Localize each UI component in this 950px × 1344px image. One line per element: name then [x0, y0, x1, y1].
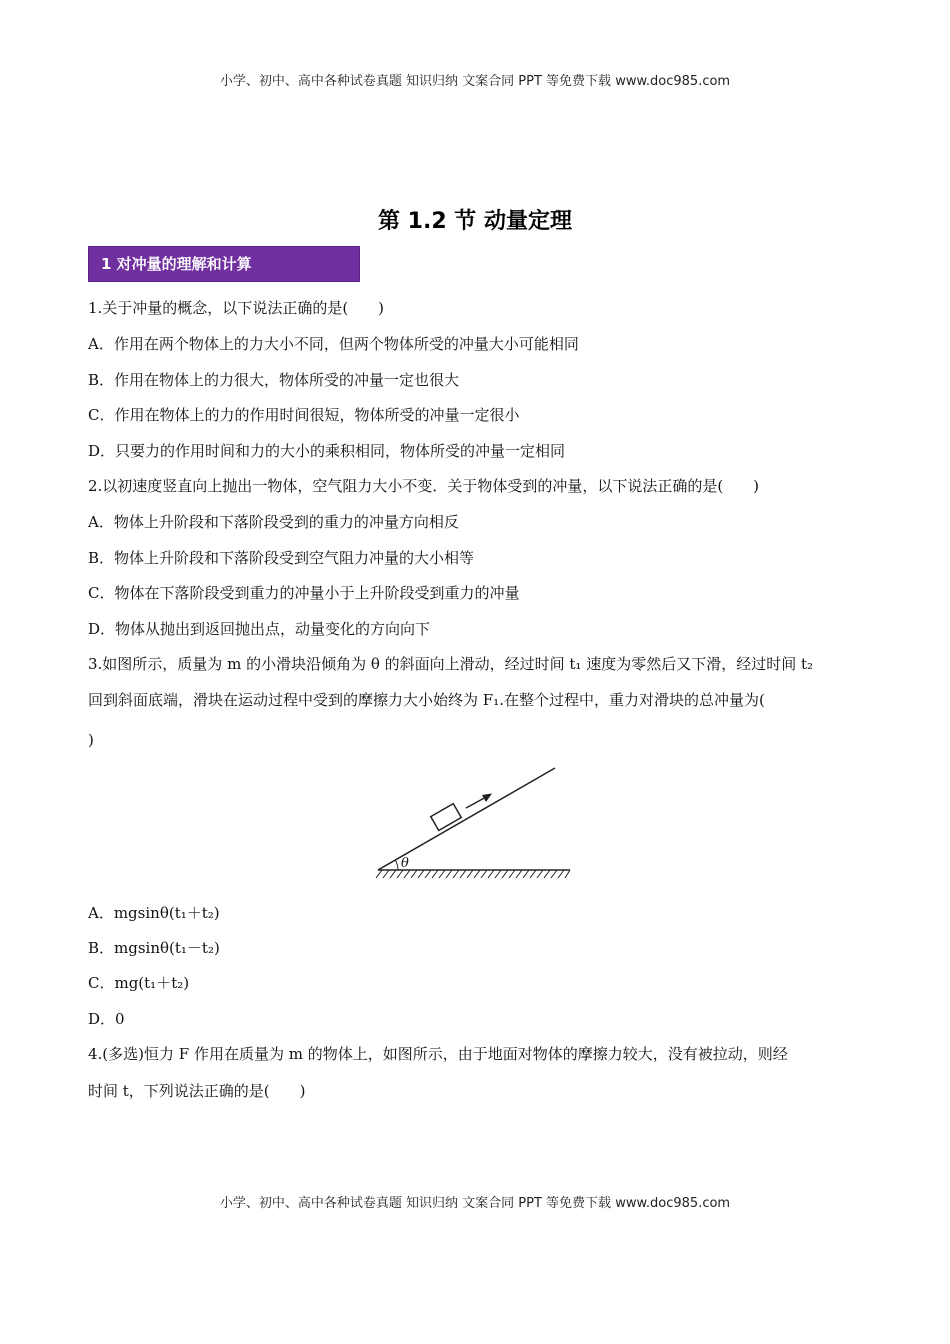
question-2-option-a: A．物体上升阶段和下落阶段受到的重力的冲量方向相反 — [88, 513, 459, 531]
page-header: 小学、初中、高中各种试卷真题 知识归纳 文案合同 PPT 等免费下载 www.doc985.com — [219, 74, 731, 89]
question-3-option-b: B．mgsinθ(t₁－t₂) — [88, 939, 220, 957]
question-1-option-d: D．只要力的作用时间和力的大小的乘积相同，物体所受的冲量一定相同 — [88, 442, 566, 460]
page-footer: 小学、初中、高中各种试卷真题 知识归纳 文案合同 PPT 等免费下载 www.doc985.com — [219, 1196, 731, 1211]
question-2-option-c: C．物体在下落阶段受到重力的冲量小于上升阶段受到重力的冲量 — [88, 584, 520, 602]
question-2-option-b: B．物体上升阶段和下落阶段受到空气阻力冲量的大小相等 — [88, 549, 475, 567]
page-title: 第 1.2 节 动量定理 — [378, 209, 572, 234]
question-3-option-d: D．0 — [88, 1010, 125, 1028]
question-3-stem-line-1: 3.如图所示，质量为 m 的小滑块沿倾角为 θ 的斜面向上滑动，经过时间 t₁ 速度为零然后又下滑，经过时间 t₂ — [88, 655, 814, 673]
question-1-option-c: C．作用在物体上的力的作用时间很短，物体所受的冲量一定很小 — [88, 406, 520, 424]
question-1-option-a: A．作用在两个物体上的力大小不同，但两个物体所受的冲量大小可能相同 — [88, 335, 579, 353]
angle-label: θ — [401, 856, 409, 871]
question-3-option-a: A．mgsinθ(t₁＋t₂) — [88, 904, 220, 922]
question-2-stem: 2.以初速度竖直向上抛出一物体，空气阻力大小不变．关于物体受到的冲量，以下说法正确的是( ) — [88, 477, 760, 495]
question-4-stem-line-1: 4.(多选)恒力 F 作用在质量为 m 的物体上，如图所示，由于地面对物体的摩擦力较大，没有被拉动，则经 — [88, 1045, 788, 1063]
incline-diagram — [370, 760, 580, 885]
question-4-stem-line-2: 时间 t，下列说法正确的是( ) — [88, 1082, 306, 1100]
question-1-stem: 1.关于冲量的概念，以下说法正确的是( ) — [88, 299, 385, 317]
angle-arc — [395, 860, 398, 870]
question-3-stem-line-3: ) — [88, 731, 94, 749]
question-1-option-b: B．作用在物体上的力很大，物体所受的冲量一定也很大 — [88, 371, 460, 389]
question-3-stem-line-2: 回到斜面底端，滑块在运动过程中受到的摩擦力大小始终为 F₁.在整个过程中，重力对滑块的总冲量为( — [88, 691, 765, 709]
incline-line — [378, 768, 555, 870]
question-3-option-c: C．mg(t₁＋t₂) — [88, 974, 190, 992]
section-heading: 1 对冲量的理解和计算 — [88, 246, 360, 282]
ground-hatching — [376, 870, 570, 878]
sliding-block — [431, 804, 462, 831]
question-2-option-d: D．物体从抛出到返回抛出点，动量变化的方向向下 — [88, 620, 431, 638]
